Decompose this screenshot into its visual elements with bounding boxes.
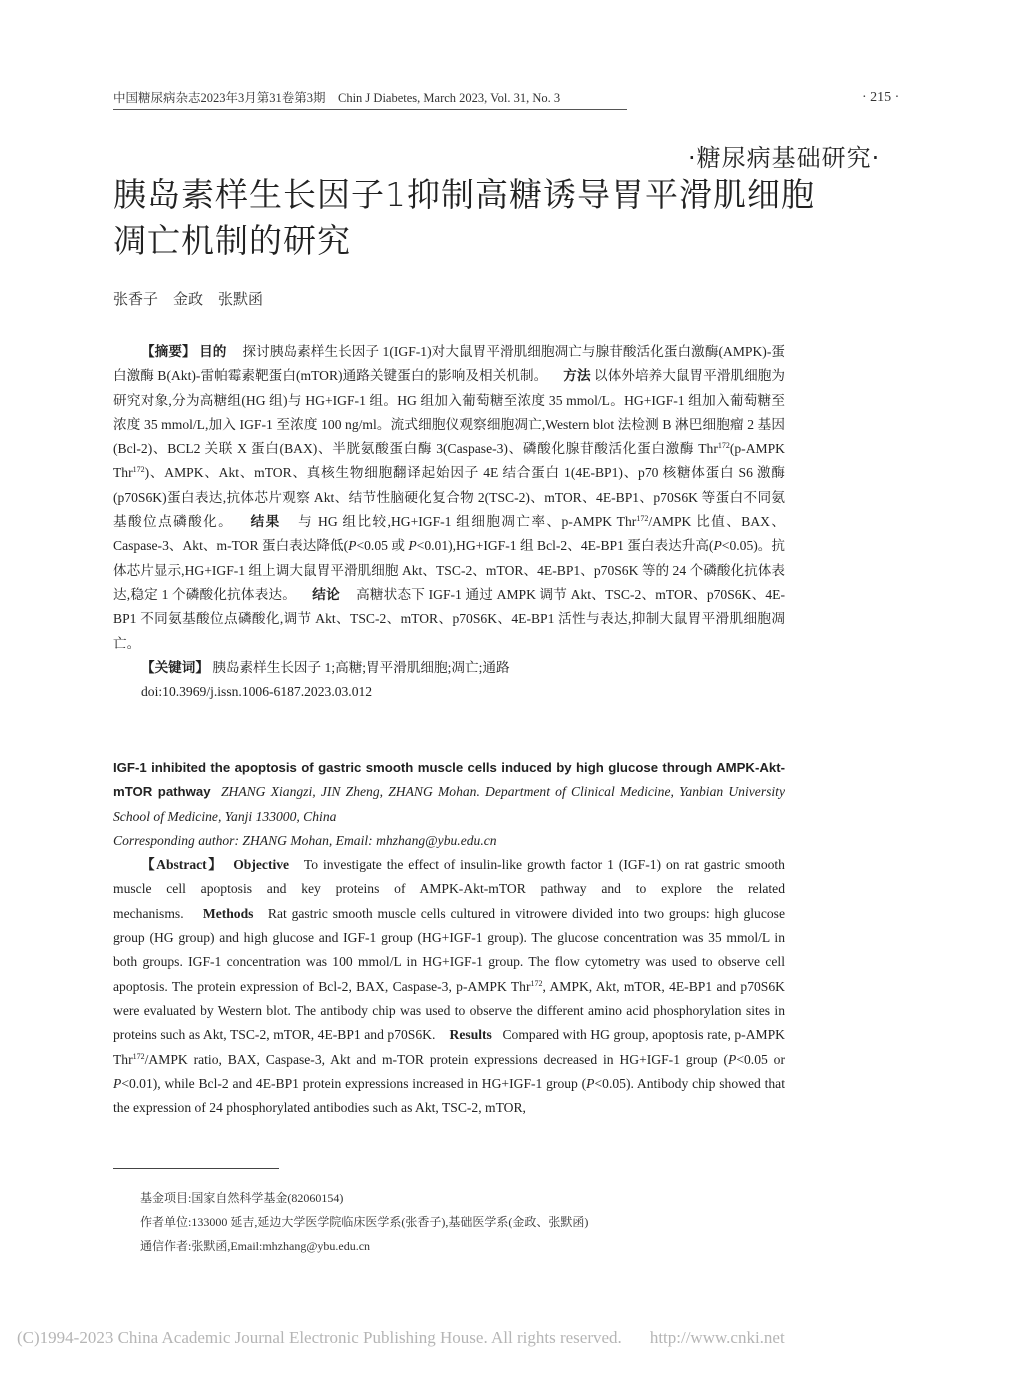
p-value-symbol: P [586, 1075, 595, 1091]
cnki-link[interactable]: http://www.cnki.net [649, 1328, 785, 1347]
keywords [113, 656, 785, 680]
english-methods-b: , AMPK, Akt, mTOR, 4E-BP1 and p70S6K were evaluated by Western blot. The antibody chip was used to observe the different amino acid phosphorylation sites in proteins such as Akt, TSC-2, mTOR, 4E-BP1 and p70S6K. [113, 978, 785, 1043]
results-label: 结果 [249, 514, 281, 531]
conclusion-label: 结论 [312, 586, 340, 603]
english-results-e: <0.05). Antibody chip showed that the expression of 24 phosphorylated antibodies such as Akt, TSC-2, mTOR, [113, 1075, 785, 1116]
english-objective-label: Objective [233, 857, 290, 873]
footnote-divider [113, 1168, 279, 1169]
english-title-authors [113, 756, 785, 829]
page-number: · 215 · [862, 90, 900, 105]
english-results-b: /AMPK ratio, BAX, Caspase-3, Akt and m-TOR protein expressions decreased in HG+IGF-1 group ( [144, 1051, 729, 1067]
english-methods-a: Rat gastric smooth muscle cells cultured in vitrowere divided into two groups: high glucose group (HG group) and high glucose and IGF-1 group (HG+IGF-1 group). The glucose concentration was 35 mmol/L in both groups. IGF-1 concentration was 100 mmol/L in HG+IGF-1 group. The flow cytometry was used to observe cell apoptosis. The protein expression of Bcl-2, BAX, Caspase-3, p-AMPK Thr [113, 905, 785, 994]
superscript: 172 [530, 978, 543, 988]
abstract-cn-body [113, 340, 785, 656]
authors: 张香子 金政 张默函 [113, 290, 264, 308]
abstract-chinese [113, 340, 785, 704]
footnote-correspondence: 通信作者:张默函,Email:mhzhang@ybu.edu.cn [140, 1239, 371, 1253]
keywords-label: 【关键词】 [141, 659, 209, 676]
english-methods-label: Methods [202, 905, 254, 921]
title-line-1: 胰岛素样生长因子1抑制高糖诱导胃平滑肌细胞 [113, 175, 815, 214]
english-results-d: <0.01), while Bcl-2 and 4E-BP1 protein expressions increased in HG+IGF-1 group ( [121, 1075, 587, 1091]
footnote-funding: 基金项目:国家自然科学基金(82060154) [140, 1191, 344, 1205]
english-results-label: Results [449, 1027, 492, 1043]
conclusion-text: 高糖状态下 IGF-1 通过 AMPK 调节 Akt、TSC-2、mTOR、p70S6K、4E-BP1 不同氨基酸位点磷酸化,调节 Akt、TSC-2、mTOR、p70S6K、4E-BP1 活性与表达,抑制大鼠胃平滑肌细胞凋亡。 [113, 586, 785, 651]
results-text-e: <0.05)。抗体芯片显示,HG+IGF-1 组上调大鼠胃平滑肌细胞 Akt、TSC-2、mTOR、4E-BP1、p70S6K 等的 24 个磷酸化抗体表达,稳定 1 个磷酸化抗体表达。 [113, 538, 785, 602]
english-abstract-label: 【Abstract】 [141, 857, 224, 873]
abstract-english [113, 756, 785, 1120]
results-text-b: /AMPK 比值、BAX、Caspase-3、Akt、m-TOR 蛋白表达降低( [113, 514, 786, 554]
english-objective-text: To investigate the effect of insulin-like growth factor 1 (IGF-1) on rat gastric smooth muscle cell apoptosis and key proteins of AMPK-Akt-mTOR pathway and to explore the related mechanisms. [113, 857, 785, 921]
keywords-text: 胰岛素样生长因子 1;高糖;胃平滑肌细胞;凋亡;通路 [212, 659, 510, 675]
p-value-symbol: P [713, 538, 722, 554]
running-head: 中国糖尿病杂志2023年3月第31卷第3期 Chin J Diabetes, March 2023, Vol. 31, No. 3 [113, 88, 627, 110]
footnotes [140, 1186, 780, 1258]
p-value-symbol: P [728, 1051, 737, 1067]
methods-text-b: (p-AMPK Thr [113, 441, 785, 481]
english-title: IGF-1 inhibited the apoptosis of gastric smooth muscle cells induced by high glucose through AMPK-Akt-mTOR pathway [113, 760, 785, 800]
corresponding-author: Corresponding author: ZHANG Mohan, Email: mhzhang@ybu.edu.cn [113, 832, 497, 848]
doi[interactable]: doi:10.3969/j.issn.1006-6187.2023.03.012 [141, 684, 373, 700]
results-text-a: 与 HG 组比较,HG+IGF-1 组细胞凋亡率、p-AMPK Thr [296, 514, 637, 530]
methods-label: 方法 [563, 368, 591, 385]
p-value-symbol: P [348, 538, 357, 554]
methods-text-c: )、AMPK、Akt、mTOR、真核生物细胞翻译起始因子 4E 结合蛋白 1(4E-BP1)、p70 核糖体蛋白 S6 激酶(p70S6K)蛋白表达,抗体芯片观察 Akt、结节性脑硬化复合物 2(TSC-2)、mTOR、4E-BP1、p70S6K 等蛋白不同氨基酸位点磷酸化。 [113, 465, 785, 530]
objective-text: 探讨胰岛素样生长因子 1(IGF-1)对大鼠胃平滑肌细胞凋亡与腺苷酸活化蛋白激酶(AMPK)-蛋白激酶 B(Akt)-雷帕霉素靶蛋白(mTOR)通路关键蛋白的影响及相关机制。 [113, 344, 786, 384]
results-text-c: <0.05 或 [356, 538, 409, 554]
p-value-symbol: P [408, 538, 417, 554]
objective-label: 目的 [199, 344, 227, 360]
english-results-c: <0.05 or [736, 1051, 785, 1067]
footnote-affiliation: 作者单位:133000 延吉,延边大学医学院临床医学系(张香子),基础医学系(金政、张默函) [140, 1215, 589, 1229]
superscript: 172 [132, 1051, 145, 1061]
english-results-a: Compared with HG group, apoptosis rate, p-AMPK Thr [113, 1027, 785, 1067]
methods-text-a: 以体外培养大鼠胃平滑肌细胞为研究对象,分为高糖组(HG 组)与 HG+IGF-1 组。HG 组加入葡萄糖至浓度 35 mmol/L。HG+IGF-1 组加入葡萄糖至浓度 35 mmol/L,加入 IGF-1 至浓度 100 ng/ml。流式细胞仪观察细胞凋亡,Western blot 法检测 B 淋巴细胞瘤 2 基因(Bcl-2)、BCL2 关联 X 蛋白(BAX)、半胱氨酸蛋白酶 3(Caspase-3)、磷酸化腺苷酸活化蛋白激酶 Thr [113, 368, 786, 457]
section-label: ·糖尿病基础研究· [688, 144, 881, 172]
p-value-symbol: P [113, 1075, 122, 1091]
copyright-text: (C)1994-2023 China Academic Journal Electronic Publishing House. All rights reserved. [17, 1328, 622, 1347]
abstract-label: 【摘要】 [141, 344, 196, 360]
english-authors-affiliation: ZHANG Xiangzi, JIN Zheng, ZHANG Mohan. Department of Clinical Medicine, Yanbian University School of Medicine, Yanji 133000, China [113, 784, 785, 824]
superscript: 172 [132, 465, 145, 475]
article-title [113, 172, 873, 264]
title-line-2: 凋亡机制的研究 [113, 221, 351, 260]
english-abstract-body [113, 853, 785, 1120]
copyright-notice [17, 1328, 785, 1348]
superscript: 172 [636, 514, 649, 524]
superscript: 172 [717, 441, 730, 451]
results-text-d: <0.01),HG+IGF-1 组 Bcl-2、4E-BP1 蛋白表达升高( [416, 538, 714, 554]
